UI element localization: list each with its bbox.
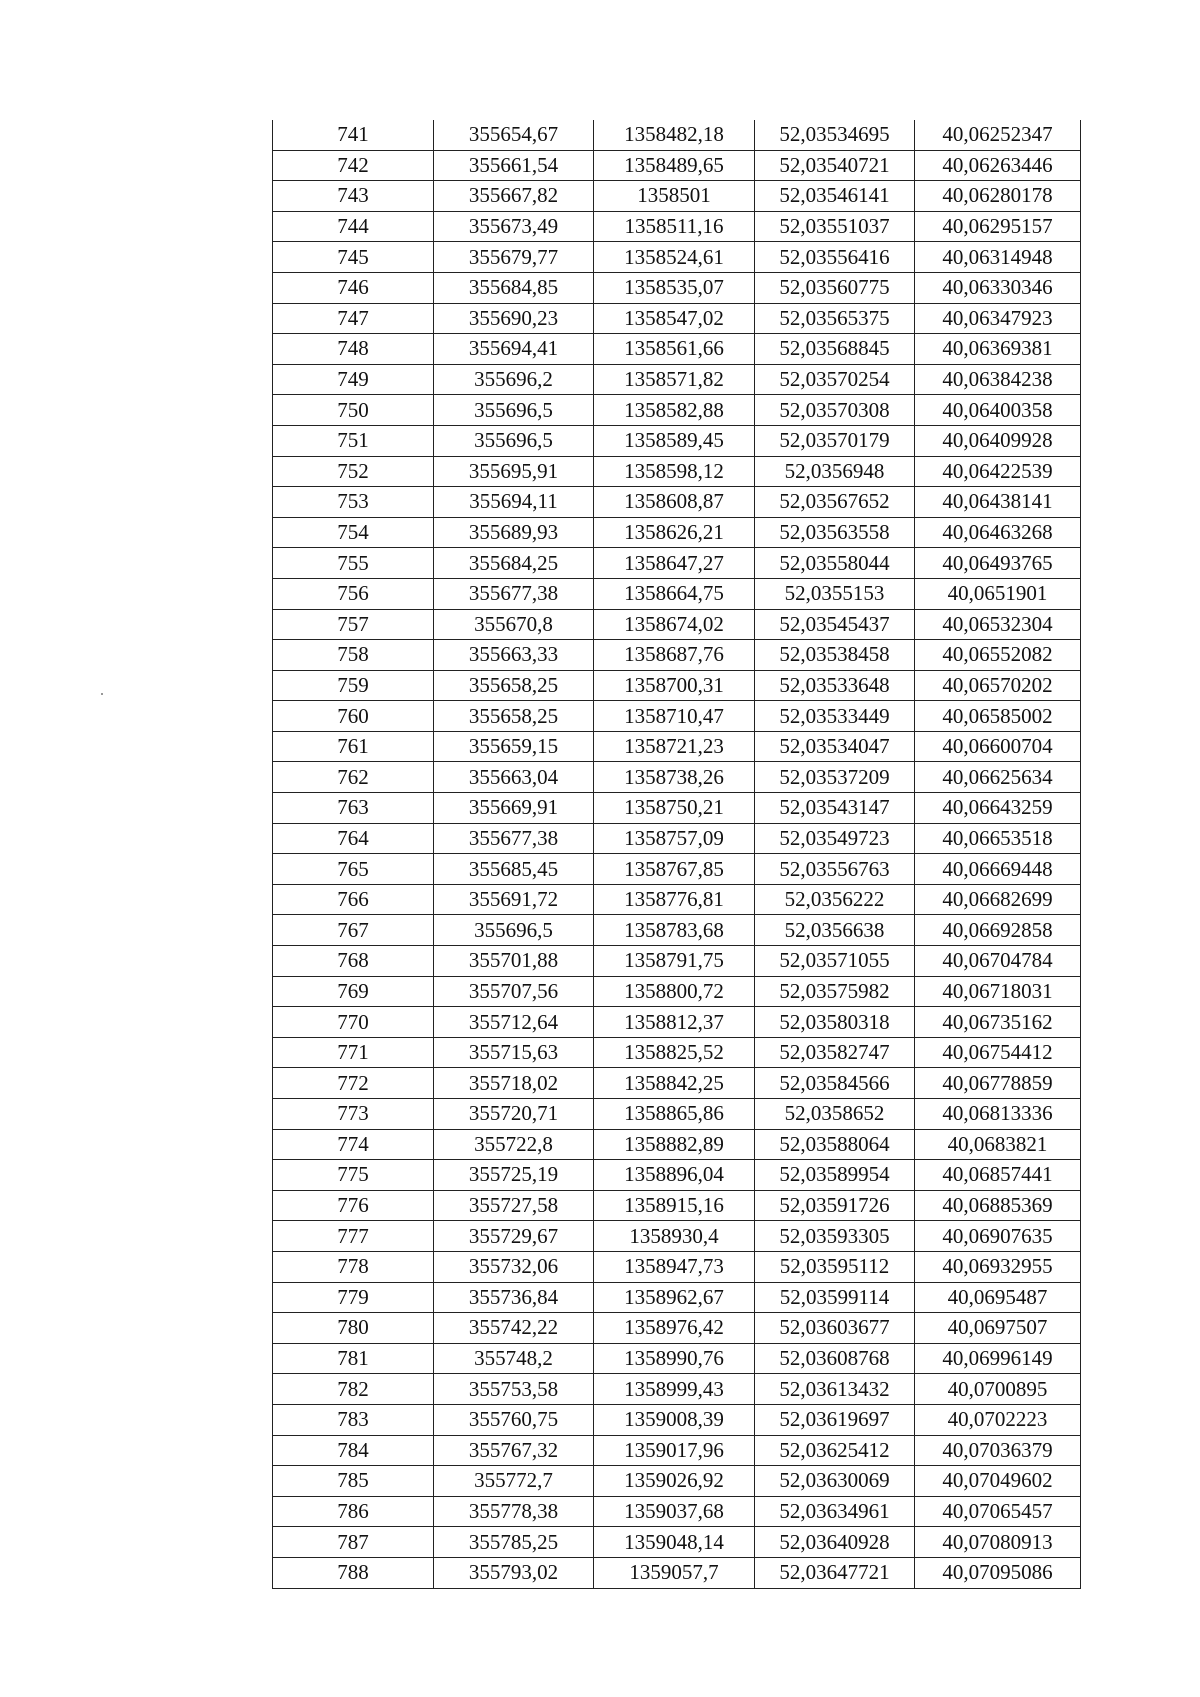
latitude-cell: 52,03560775 <box>755 272 915 303</box>
latitude-cell: 52,03580318 <box>755 1007 915 1038</box>
point-number-cell: 760 <box>273 701 434 732</box>
longitude-cell: 40,06570202 <box>915 670 1081 701</box>
x-coordinate-cell: 355753,58 <box>434 1374 594 1405</box>
y-coordinate-cell: 1358962,67 <box>594 1282 755 1313</box>
table-row <box>273 1190 1081 1221</box>
x-coordinate-cell: 355785,25 <box>434 1527 594 1558</box>
point-number-cell: 766 <box>273 884 434 915</box>
x-coordinate-cell: 355767,32 <box>434 1435 594 1466</box>
point-number-cell: 753 <box>273 487 434 518</box>
table-row <box>273 762 1081 793</box>
point-number-cell: 771 <box>273 1037 434 1068</box>
x-coordinate-cell: 355736,84 <box>434 1282 594 1313</box>
x-coordinate-cell: 355663,33 <box>434 640 594 671</box>
latitude-cell: 52,03537209 <box>755 762 915 793</box>
longitude-cell: 40,06263446 <box>915 150 1081 181</box>
y-coordinate-cell: 1358783,68 <box>594 915 755 946</box>
latitude-cell: 52,03540721 <box>755 150 915 181</box>
table-row <box>273 731 1081 762</box>
longitude-cell: 40,07049602 <box>915 1466 1081 1497</box>
y-coordinate-cell: 1358842,25 <box>594 1068 755 1099</box>
y-coordinate-cell: 1358608,87 <box>594 487 755 518</box>
latitude-cell: 52,03634961 <box>755 1496 915 1527</box>
longitude-cell: 40,06653518 <box>915 823 1081 854</box>
longitude-cell: 40,0683821 <box>915 1129 1081 1160</box>
latitude-cell: 52,03533449 <box>755 701 915 732</box>
y-coordinate-cell: 1359017,96 <box>594 1435 755 1466</box>
latitude-cell: 52,03599114 <box>755 1282 915 1313</box>
x-coordinate-cell: 355663,04 <box>434 762 594 793</box>
longitude-cell: 40,06885369 <box>915 1190 1081 1221</box>
point-number-cell: 746 <box>273 272 434 303</box>
table-row <box>273 1557 1081 1588</box>
table-row <box>273 517 1081 548</box>
latitude-cell: 52,03613432 <box>755 1374 915 1405</box>
longitude-cell: 40,06754412 <box>915 1037 1081 1068</box>
point-number-cell: 786 <box>273 1496 434 1527</box>
table-row <box>273 1068 1081 1099</box>
longitude-cell: 40,06280178 <box>915 181 1081 212</box>
longitude-cell: 40,06422539 <box>915 456 1081 487</box>
table-row <box>273 303 1081 334</box>
longitude-cell: 40,06409928 <box>915 425 1081 456</box>
point-number-cell: 769 <box>273 976 434 1007</box>
table-row <box>273 1282 1081 1313</box>
longitude-cell: 40,06682699 <box>915 884 1081 915</box>
table-row <box>273 364 1081 395</box>
table-row <box>273 1374 1081 1405</box>
point-number-cell: 775 <box>273 1160 434 1191</box>
table-row <box>273 272 1081 303</box>
longitude-cell: 40,06400358 <box>915 395 1081 426</box>
y-coordinate-cell: 1358865,86 <box>594 1099 755 1130</box>
y-coordinate-cell: 1358896,04 <box>594 1160 755 1191</box>
point-number-cell: 772 <box>273 1068 434 1099</box>
y-coordinate-cell: 1358915,16 <box>594 1190 755 1221</box>
x-coordinate-cell: 355742,22 <box>434 1313 594 1344</box>
latitude-cell: 52,03593305 <box>755 1221 915 1252</box>
x-coordinate-cell: 355696,5 <box>434 915 594 946</box>
longitude-cell: 40,06718031 <box>915 976 1081 1007</box>
x-coordinate-cell: 355778,38 <box>434 1496 594 1527</box>
latitude-cell: 52,03534047 <box>755 731 915 762</box>
x-coordinate-cell: 355658,25 <box>434 670 594 701</box>
table-row <box>273 1221 1081 1252</box>
table-row <box>273 1343 1081 1374</box>
point-number-cell: 785 <box>273 1466 434 1497</box>
x-coordinate-cell: 355729,67 <box>434 1221 594 1252</box>
y-coordinate-cell: 1358930,4 <box>594 1221 755 1252</box>
longitude-cell: 40,06384238 <box>915 364 1081 395</box>
point-number-cell: 784 <box>273 1435 434 1466</box>
point-number-cell: 749 <box>273 364 434 395</box>
coordinates-table <box>272 120 1081 1589</box>
x-coordinate-cell: 355669,91 <box>434 793 594 824</box>
table-row <box>273 1129 1081 1160</box>
table-row <box>273 181 1081 212</box>
y-coordinate-cell: 1359037,68 <box>594 1496 755 1527</box>
latitude-cell: 52,03551037 <box>755 211 915 242</box>
latitude-cell: 52,03558044 <box>755 548 915 579</box>
table-row <box>273 854 1081 885</box>
x-coordinate-cell: 355696,5 <box>434 425 594 456</box>
point-number-cell: 762 <box>273 762 434 793</box>
longitude-cell: 40,06704784 <box>915 946 1081 977</box>
y-coordinate-cell: 1358547,02 <box>594 303 755 334</box>
point-number-cell: 767 <box>273 915 434 946</box>
point-number-cell: 752 <box>273 456 434 487</box>
x-coordinate-cell: 355694,11 <box>434 487 594 518</box>
y-coordinate-cell: 1358776,81 <box>594 884 755 915</box>
latitude-cell: 52,03543147 <box>755 793 915 824</box>
y-coordinate-cell: 1358598,12 <box>594 456 755 487</box>
table-row <box>273 1466 1081 1497</box>
x-coordinate-cell: 355772,7 <box>434 1466 594 1497</box>
x-coordinate-cell: 355720,71 <box>434 1099 594 1130</box>
x-coordinate-cell: 355659,15 <box>434 731 594 762</box>
point-number-cell: 756 <box>273 578 434 609</box>
longitude-cell: 40,0695487 <box>915 1282 1081 1313</box>
x-coordinate-cell: 355684,25 <box>434 548 594 579</box>
longitude-cell: 40,06600704 <box>915 731 1081 762</box>
latitude-cell: 52,03556416 <box>755 242 915 273</box>
table-row <box>273 334 1081 365</box>
point-number-cell: 757 <box>273 609 434 640</box>
y-coordinate-cell: 1358947,73 <box>594 1251 755 1282</box>
longitude-cell: 40,07095086 <box>915 1557 1081 1588</box>
point-number-cell: 745 <box>273 242 434 273</box>
longitude-cell: 40,06369381 <box>915 334 1081 365</box>
latitude-cell: 52,0356222 <box>755 884 915 915</box>
latitude-cell: 52,03595112 <box>755 1251 915 1282</box>
y-coordinate-cell: 1358882,89 <box>594 1129 755 1160</box>
table-row <box>273 946 1081 977</box>
latitude-cell: 52,0355153 <box>755 578 915 609</box>
point-number-cell: 787 <box>273 1527 434 1558</box>
x-coordinate-cell: 355748,2 <box>434 1343 594 1374</box>
longitude-cell: 40,06463268 <box>915 517 1081 548</box>
longitude-cell: 40,06347923 <box>915 303 1081 334</box>
x-coordinate-cell: 355715,63 <box>434 1037 594 1068</box>
latitude-cell: 52,03556763 <box>755 854 915 885</box>
y-coordinate-cell: 1358825,52 <box>594 1037 755 1068</box>
point-number-cell: 758 <box>273 640 434 671</box>
table-row <box>273 640 1081 671</box>
y-coordinate-cell: 1358791,75 <box>594 946 755 977</box>
longitude-cell: 40,06493765 <box>915 548 1081 579</box>
table-row <box>273 823 1081 854</box>
table-row <box>273 1404 1081 1435</box>
y-coordinate-cell: 1358524,61 <box>594 242 755 273</box>
latitude-cell: 52,03584566 <box>755 1068 915 1099</box>
x-coordinate-cell: 355658,25 <box>434 701 594 732</box>
y-coordinate-cell: 1358626,21 <box>594 517 755 548</box>
y-coordinate-cell: 1358582,88 <box>594 395 755 426</box>
longitude-cell: 40,0697507 <box>915 1313 1081 1344</box>
x-coordinate-cell: 355722,8 <box>434 1129 594 1160</box>
x-coordinate-cell: 355696,2 <box>434 364 594 395</box>
longitude-cell: 40,06813336 <box>915 1099 1081 1130</box>
latitude-cell: 52,03565375 <box>755 303 915 334</box>
latitude-cell: 52,03570179 <box>755 425 915 456</box>
point-number-cell: 747 <box>273 303 434 334</box>
longitude-cell: 40,06692858 <box>915 915 1081 946</box>
table-row <box>273 120 1081 150</box>
table-row <box>273 242 1081 273</box>
point-number-cell: 788 <box>273 1557 434 1588</box>
x-coordinate-cell: 355732,06 <box>434 1251 594 1282</box>
longitude-cell: 40,06669448 <box>915 854 1081 885</box>
latitude-cell: 52,03570308 <box>755 395 915 426</box>
latitude-cell: 52,03591726 <box>755 1190 915 1221</box>
longitude-cell: 40,06330346 <box>915 272 1081 303</box>
longitude-cell: 40,06314948 <box>915 242 1081 273</box>
y-coordinate-cell: 1358767,85 <box>594 854 755 885</box>
y-coordinate-cell: 1359057,7 <box>594 1557 755 1588</box>
latitude-cell: 52,03549723 <box>755 823 915 854</box>
x-coordinate-cell: 355661,54 <box>434 150 594 181</box>
x-coordinate-cell: 355689,93 <box>434 517 594 548</box>
point-number-cell: 751 <box>273 425 434 456</box>
x-coordinate-cell: 355690,23 <box>434 303 594 334</box>
y-coordinate-cell: 1358990,76 <box>594 1343 755 1374</box>
x-coordinate-cell: 355677,38 <box>434 823 594 854</box>
point-number-cell: 777 <box>273 1221 434 1252</box>
y-coordinate-cell: 1358674,02 <box>594 609 755 640</box>
latitude-cell: 52,03568845 <box>755 334 915 365</box>
latitude-cell: 52,03582747 <box>755 1037 915 1068</box>
latitude-cell: 52,03625412 <box>755 1435 915 1466</box>
longitude-cell: 40,06778859 <box>915 1068 1081 1099</box>
latitude-cell: 52,0356948 <box>755 456 915 487</box>
y-coordinate-cell: 1358561,66 <box>594 334 755 365</box>
y-coordinate-cell: 1358589,45 <box>594 425 755 456</box>
point-number-cell: 750 <box>273 395 434 426</box>
table-row <box>273 456 1081 487</box>
y-coordinate-cell: 1359048,14 <box>594 1527 755 1558</box>
x-coordinate-cell: 355685,45 <box>434 854 594 885</box>
latitude-cell: 52,03640928 <box>755 1527 915 1558</box>
latitude-cell: 52,03647721 <box>755 1557 915 1588</box>
x-coordinate-cell: 355727,58 <box>434 1190 594 1221</box>
table-row <box>273 211 1081 242</box>
latitude-cell: 52,03575982 <box>755 976 915 1007</box>
latitude-cell: 52,03619697 <box>755 1404 915 1435</box>
point-number-cell: 780 <box>273 1313 434 1344</box>
table-row <box>273 1099 1081 1130</box>
x-coordinate-cell: 355696,5 <box>434 395 594 426</box>
point-number-cell: 774 <box>273 1129 434 1160</box>
longitude-cell: 40,07036379 <box>915 1435 1081 1466</box>
point-number-cell: 768 <box>273 946 434 977</box>
x-coordinate-cell: 355673,49 <box>434 211 594 242</box>
latitude-cell: 52,03630069 <box>755 1466 915 1497</box>
table-row <box>273 578 1081 609</box>
longitude-cell: 40,0651901 <box>915 578 1081 609</box>
latitude-cell: 52,03545437 <box>755 609 915 640</box>
x-coordinate-cell: 355654,67 <box>434 120 594 150</box>
longitude-cell: 40,06585002 <box>915 701 1081 732</box>
longitude-cell: 40,06857441 <box>915 1160 1081 1191</box>
latitude-cell: 52,03570254 <box>755 364 915 395</box>
point-number-cell: 755 <box>273 548 434 579</box>
table-row <box>273 1435 1081 1466</box>
longitude-cell: 40,06907635 <box>915 1221 1081 1252</box>
point-number-cell: 761 <box>273 731 434 762</box>
longitude-cell: 40,06295157 <box>915 211 1081 242</box>
point-number-cell: 783 <box>273 1404 434 1435</box>
point-number-cell: 744 <box>273 211 434 242</box>
y-coordinate-cell: 1358700,31 <box>594 670 755 701</box>
latitude-cell: 52,03571055 <box>755 946 915 977</box>
table-row <box>273 1251 1081 1282</box>
longitude-cell: 40,06735162 <box>915 1007 1081 1038</box>
y-coordinate-cell: 1358999,43 <box>594 1374 755 1405</box>
y-coordinate-cell: 1358664,75 <box>594 578 755 609</box>
latitude-cell: 52,03589954 <box>755 1160 915 1191</box>
table-row <box>273 793 1081 824</box>
longitude-cell: 40,06996149 <box>915 1343 1081 1374</box>
longitude-cell: 40,06438141 <box>915 487 1081 518</box>
point-number-cell: 748 <box>273 334 434 365</box>
x-coordinate-cell: 355725,19 <box>434 1160 594 1191</box>
latitude-cell: 52,03588064 <box>755 1129 915 1160</box>
x-coordinate-cell: 355760,75 <box>434 1404 594 1435</box>
table-row <box>273 701 1081 732</box>
table-row <box>273 609 1081 640</box>
point-number-cell: 754 <box>273 517 434 548</box>
longitude-cell: 40,07080913 <box>915 1527 1081 1558</box>
table-row <box>273 395 1081 426</box>
latitude-cell: 52,03546141 <box>755 181 915 212</box>
table-row <box>273 487 1081 518</box>
point-number-cell: 781 <box>273 1343 434 1374</box>
table-row <box>273 150 1081 181</box>
longitude-cell: 40,06643259 <box>915 793 1081 824</box>
y-coordinate-cell: 1358535,07 <box>594 272 755 303</box>
x-coordinate-cell: 355701,88 <box>434 946 594 977</box>
y-coordinate-cell: 1358976,42 <box>594 1313 755 1344</box>
x-coordinate-cell: 355670,8 <box>434 609 594 640</box>
point-number-cell: 773 <box>273 1099 434 1130</box>
table-row <box>273 1007 1081 1038</box>
table-row <box>273 548 1081 579</box>
point-number-cell: 779 <box>273 1282 434 1313</box>
latitude-cell: 52,03533648 <box>755 670 915 701</box>
longitude-cell: 40,06532304 <box>915 609 1081 640</box>
point-number-cell: 759 <box>273 670 434 701</box>
y-coordinate-cell: 1358482,18 <box>594 120 755 150</box>
y-coordinate-cell: 1358511,16 <box>594 211 755 242</box>
point-number-cell: 743 <box>273 181 434 212</box>
point-number-cell: 782 <box>273 1374 434 1405</box>
y-coordinate-cell: 1358812,37 <box>594 1007 755 1038</box>
latitude-cell: 52,0358652 <box>755 1099 915 1130</box>
x-coordinate-cell: 355694,41 <box>434 334 594 365</box>
y-coordinate-cell: 1358738,26 <box>594 762 755 793</box>
x-coordinate-cell: 355712,64 <box>434 1007 594 1038</box>
y-coordinate-cell: 1358687,76 <box>594 640 755 671</box>
longitude-cell: 40,06252347 <box>915 120 1081 150</box>
longitude-cell: 40,06625634 <box>915 762 1081 793</box>
x-coordinate-cell: 355707,56 <box>434 976 594 1007</box>
longitude-cell: 40,07065457 <box>915 1496 1081 1527</box>
point-number-cell: 764 <box>273 823 434 854</box>
y-coordinate-cell: 1359026,92 <box>594 1466 755 1497</box>
longitude-cell: 40,06932955 <box>915 1251 1081 1282</box>
y-coordinate-cell: 1358721,23 <box>594 731 755 762</box>
point-number-cell: 778 <box>273 1251 434 1282</box>
x-coordinate-cell: 355667,82 <box>434 181 594 212</box>
point-number-cell: 765 <box>273 854 434 885</box>
x-coordinate-cell: 355695,91 <box>434 456 594 487</box>
latitude-cell: 52,03563558 <box>755 517 915 548</box>
x-coordinate-cell: 355677,38 <box>434 578 594 609</box>
table-row <box>273 425 1081 456</box>
table-row <box>273 976 1081 1007</box>
table-row <box>273 1037 1081 1068</box>
y-coordinate-cell: 1358750,21 <box>594 793 755 824</box>
y-coordinate-cell: 1358710,47 <box>594 701 755 732</box>
table-row <box>273 884 1081 915</box>
longitude-cell: 40,0702223 <box>915 1404 1081 1435</box>
y-coordinate-cell: 1359008,39 <box>594 1404 755 1435</box>
latitude-cell: 52,03567652 <box>755 487 915 518</box>
y-coordinate-cell: 1358800,72 <box>594 976 755 1007</box>
table-row <box>273 915 1081 946</box>
y-coordinate-cell: 1358757,09 <box>594 823 755 854</box>
latitude-cell: 52,03538458 <box>755 640 915 671</box>
latitude-cell: 52,03608768 <box>755 1343 915 1374</box>
x-coordinate-cell: 355691,72 <box>434 884 594 915</box>
y-coordinate-cell: 1358489,65 <box>594 150 755 181</box>
latitude-cell: 52,0356638 <box>755 915 915 946</box>
scan-speck <box>101 693 103 695</box>
y-coordinate-cell: 1358501 <box>594 181 755 212</box>
coordinates-table-body <box>273 120 1081 1588</box>
point-number-cell: 741 <box>273 120 434 150</box>
table-row <box>273 1527 1081 1558</box>
x-coordinate-cell: 355793,02 <box>434 1557 594 1588</box>
longitude-cell: 40,0700895 <box>915 1374 1081 1405</box>
y-coordinate-cell: 1358647,27 <box>594 548 755 579</box>
longitude-cell: 40,06552082 <box>915 640 1081 671</box>
point-number-cell: 763 <box>273 793 434 824</box>
y-coordinate-cell: 1358571,82 <box>594 364 755 395</box>
table-row <box>273 1496 1081 1527</box>
latitude-cell: 52,03603677 <box>755 1313 915 1344</box>
point-number-cell: 770 <box>273 1007 434 1038</box>
x-coordinate-cell: 355684,85 <box>434 272 594 303</box>
table-row <box>273 670 1081 701</box>
table-row <box>273 1313 1081 1344</box>
point-number-cell: 776 <box>273 1190 434 1221</box>
table-row <box>273 1160 1081 1191</box>
latitude-cell: 52,03534695 <box>755 120 915 150</box>
point-number-cell: 742 <box>273 150 434 181</box>
x-coordinate-cell: 355679,77 <box>434 242 594 273</box>
x-coordinate-cell: 355718,02 <box>434 1068 594 1099</box>
